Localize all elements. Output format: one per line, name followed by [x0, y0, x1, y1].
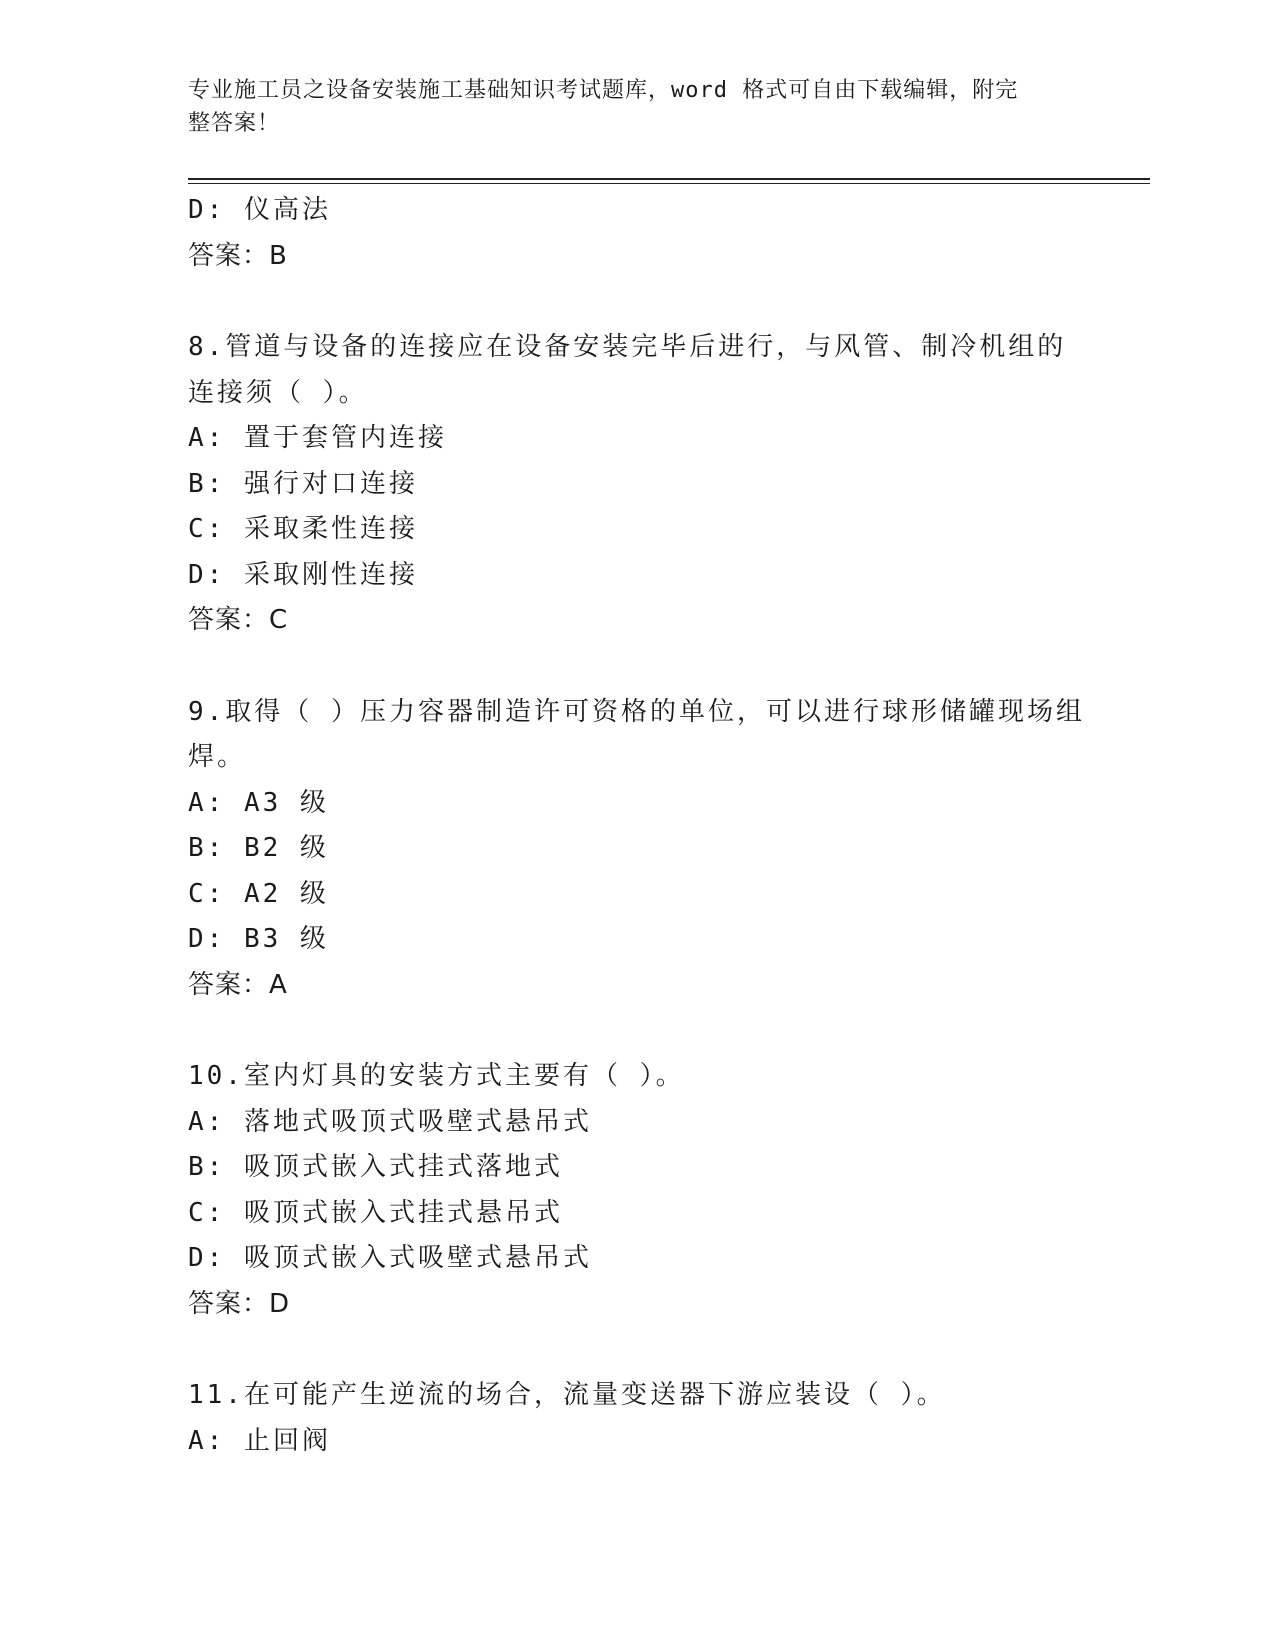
question-10-stem-line-1: 10.室内灯具的安装方式主要有（ ）。 — [188, 1061, 685, 1091]
question-9-option-a: A: A3 级 — [188, 787, 329, 818]
question-10-option-d: D: 吸顶式嵌入式吸壁式悬吊式 — [188, 1243, 592, 1273]
header-divider-thick — [188, 178, 1150, 180]
document-header — [188, 74, 1068, 140]
question-10-option-a: A: 落地式吸顶式吸壁式悬吊式 — [188, 1106, 592, 1137]
question-11-stem-line-1: 11.在可能产生逆流的场合，流量变送器下游应装设（ ）。 — [188, 1380, 946, 1410]
question-8-option-c: C: 采取柔性连接 — [188, 514, 418, 544]
spacer — [188, 1008, 1088, 1054]
question-8-stem-line-1: 8.管道与设备的连接应在设备安装完毕后进行，与风管、制冷机组的 — [188, 332, 1067, 362]
question-9 — [188, 690, 1088, 1009]
question-8-answer: 答案：C — [188, 605, 289, 635]
question-8 — [188, 325, 1088, 644]
question-9-stem-line-2: 焊。 — [188, 742, 247, 772]
question-7-option-d: D: 仪高法 — [188, 195, 331, 225]
spacer — [188, 1327, 1088, 1373]
question-8-option-d: D: 采取刚性连接 — [188, 559, 418, 590]
header-title-line-1: 专业施工员之设备安装施工基础知识考试题库，word 格式可自由下载编辑，附完 — [188, 78, 1019, 103]
question-10-option-c: C: 吸顶式嵌入式挂式悬吊式 — [188, 1197, 563, 1228]
question-8-option-a: A: 置于套管内连接 — [188, 423, 447, 453]
question-9-answer: 答案：A — [188, 969, 288, 1000]
question-9-stem-line-1: 9.取得（ ）压力容器制造许可资格的单位，可以进行球形储罐现场组 — [188, 696, 1085, 727]
question-8-option-b: B: 强行对口连接 — [188, 468, 418, 499]
question-10-option-b: B: 吸顶式嵌入式挂式落地式 — [188, 1152, 563, 1182]
spacer — [188, 644, 1088, 690]
question-10-answer: 答案：D — [188, 1288, 291, 1319]
spacer — [188, 279, 1088, 325]
question-11-option-a: A: 止回阀 — [188, 1425, 331, 1456]
question-9-option-d: D: B3 级 — [188, 924, 329, 954]
question-7-tail — [188, 188, 1088, 279]
question-11 — [188, 1373, 1088, 1464]
question-10 — [188, 1054, 1088, 1327]
question-7-answer: 答案：B — [188, 240, 288, 271]
header-divider-thin — [188, 183, 1150, 184]
question-list — [188, 188, 1088, 1464]
header-title-line-2: 整答案！ — [188, 111, 281, 136]
question-9-option-b: B: B2 级 — [188, 833, 329, 863]
question-8-stem-line-2: 连接须（ ）。 — [188, 377, 368, 408]
question-9-option-c: C: A2 级 — [188, 878, 329, 909]
